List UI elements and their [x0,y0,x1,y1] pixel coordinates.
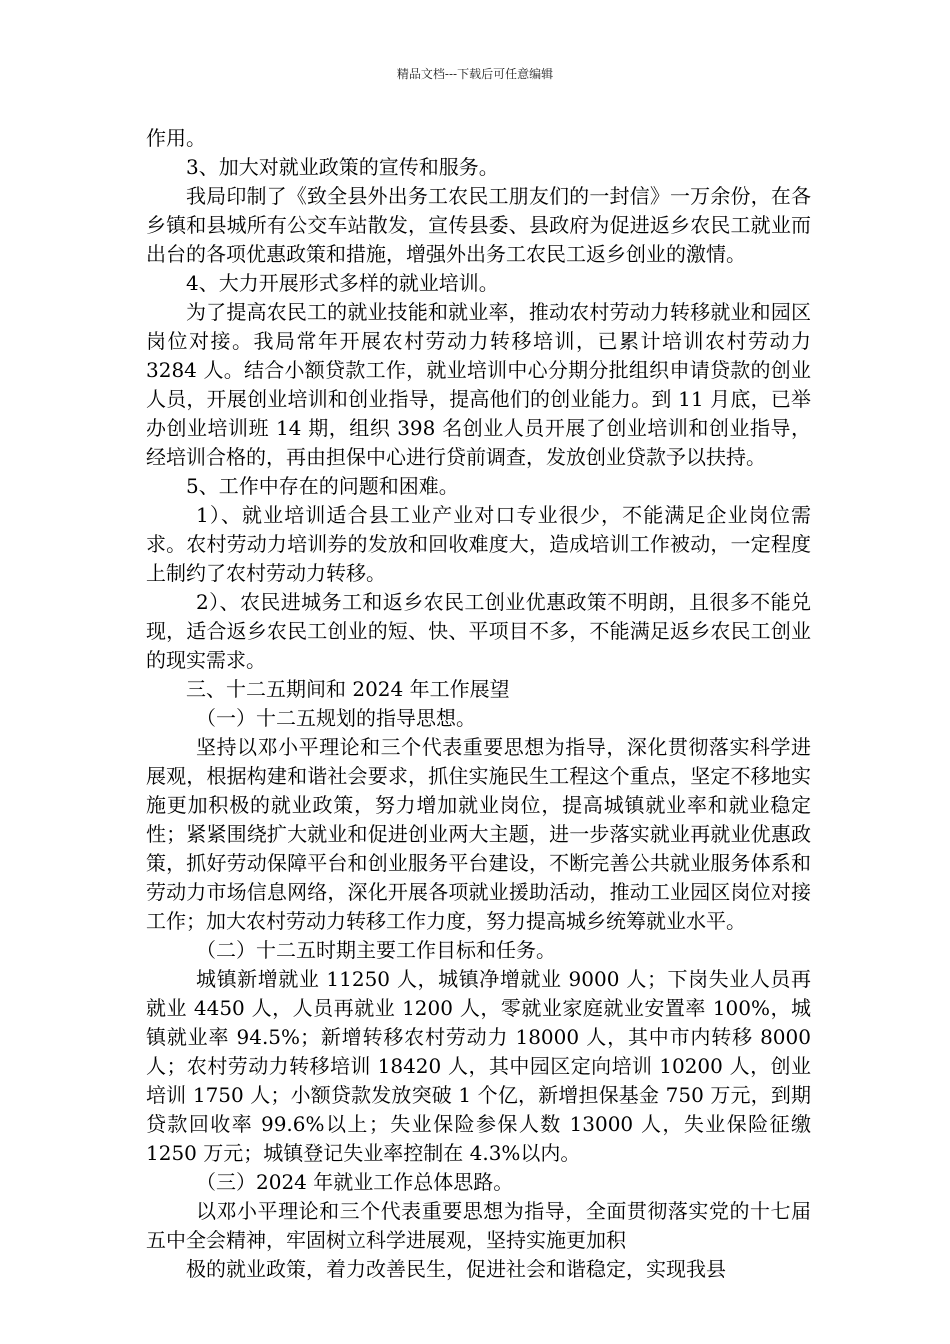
subsection-heading: （一）十二五规划的指导思想。 [196,706,476,730]
subsection-heading: （三）2024 年就业工作总体思路。 [196,1170,514,1194]
paragraph: 以邓小平理论和三个代表重要思想为指导，全面贯彻落实党的十七届五中全会精神，牢固树立科学进展观，坚持实施更加积 [146,1199,811,1252]
paragraph: 2）、农民进城务工和返乡农民工创业优惠政策不明朗，且很多不能兑现，适合返乡农民工创业的短、快、平项目不多，不能满足返乡农民工创业的现实需求。 [146,590,811,672]
page-header: 精品文档---下载后可任意编辑 [396,67,554,81]
paragraph: 我局印制了《致全县外出务工农民工朋友们的一封信》一万余份，在各乡镇和县城所有公交车站散发，宣传县委、县政府为促进返乡农民工就业而出台的各项优惠政策和措施，增强外出务工农民工返乡创业的激情。 [146,184,811,266]
section-heading: 3、加大对就业政策的宣传和服务。 [186,155,499,179]
subsection-heading: （二）十二五时期主要工作目标和任务。 [196,938,556,962]
paragraph: 作用。 [146,126,206,150]
paragraph: 1）、就业培训适合县工业产业对口专业很少，不能满足企业岗位需求。农村劳动力培训券的发放和回收难度大，造成培训工作被动，一定程度上制约了农村劳动力转移。 [146,503,811,585]
paragraph: 极的就业政策，着力改善民生，促进社会和谐稳定，实现我县 [186,1257,726,1281]
document-body [146,124,811,1284]
section-heading: 三、十二五期间和 2024 年工作展望 [186,677,510,701]
paragraph: 城镇新增就业 11250 人，城镇净增就业 9000 人；下岗失业人员再就业 4450 人，人员再就业 1200 人，零就业家庭就业安置率 100%，城镇就业率 94.5%；新增转移农村劳动力 18000 人，其中市内转移 8000 人；农村劳动力转移培训 18420 人，其中园区定向培训 10200 人，创业培训 1750 人；小额贷款发放突破 1 个亿，新增担保基金 750 万元，到期贷款回收率 99.6%以上；失业保险参保人数 13000 人，失业保险征缴 1250 万元；城镇登记失业率控制在 4.3%以内。 [146,967,811,1165]
paragraph: 为了提高农民工的就业技能和就业率，推动农村劳动力转移就业和园区岗位对接。我局常年开展农村劳动力转移培训，已累计培训农村劳动力 3284 人。结合小额贷款工作，就业培训中心分期分批组织申请贷款的创业人员，开展创业培训和创业指导，提高他们的创业能力。到 11 月底，已举办创业培训班 14 期，组织 398 名创业人员开展了创业培训和创业指导，经培训合格的，再由担保中心进行贷前调查，发放创业贷款予以扶持。 [146,300,811,469]
paragraph: 坚持以邓小平理论和三个代表重要思想为指导，深化贯彻落实科学进展观，根据构建和谐社会要求，抓住实施民生工程这个重点，坚定不移地实施更加积极的就业政策，努力增加就业岗位，提高城镇就业率和就业稳定性；紧紧围绕扩大就业和促进创业两大主题，进一步落实就业再就业优惠政策，抓好劳动保障平台和创业服务平台建设，不断完善公共就业服务体系和劳动力市场信息网络，深化开展各项就业援助活动，推动工业园区岗位对接工作；加大农村劳动力转移工作力度，努力提高城乡统筹就业水平。 [146,735,811,933]
section-heading: 5、工作中存在的问题和困难。 [186,474,459,498]
section-heading: 4、大力开展形式多样的就业培训。 [186,271,499,295]
